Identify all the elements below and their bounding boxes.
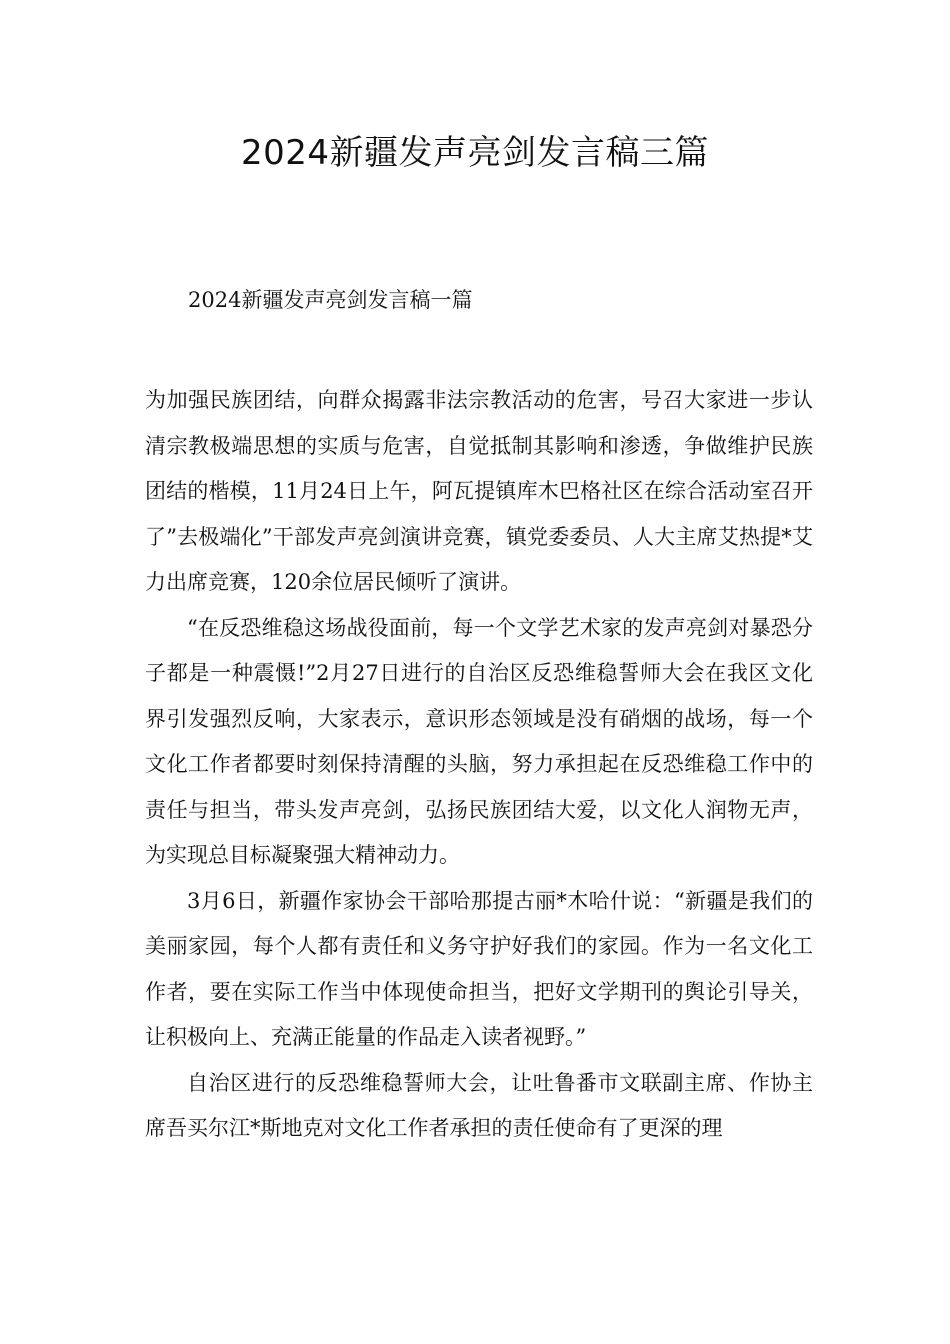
document-body — [145, 378, 813, 1152]
section-subtitle: 2024新疆发声亮剑发言稿一篇 — [188, 288, 473, 312]
paragraph-2: “在反恐维稳这场战役面前，每一个文学艺术家的发声亮剑对暴恐分子都是一种震慑!”2月27日进行的自治区反恐维稳誓师大会在我区文化界引发强烈反响，大家表示，意识形态领域是没有硝烟的战场，每一个文化工作者都要时刻保持清醒的头脑，努力承担起在反恐维稳工作中的责任与担当，带头发声亮剑，弘扬民族团结大爱，以文化人润物无声，为实现总目标凝聚强大精神动力。 — [145, 615, 813, 867]
paragraph-4: 自治区进行的反恐维稳誓师大会，让吐鲁番市文联副主席、作协主席吾买尔江*斯地克对文化工作者承担的责任使命有了更深的理 — [145, 1070, 813, 1140]
paragraph-3: 3月6日，新疆作家协会干部哈那提古丽*木哈什说：“新疆是我们的美丽家园，每个人都有责任和义务守护好我们的家园。作为一名文化工作者，要在实际工作当中体现使命担当，把好文学期刊的舆论引导关，让积极向上、充满正能量的作品走入读者视野。” — [145, 888, 813, 1049]
document-title: 2024新疆发声亮剑发言稿三篇 — [240, 133, 710, 173]
paragraph-1: 为加强民族团结，向群众揭露非法宗教活动的危害，号召大家进一步认清宗教极端思想的实质与危害，自觉抵制其影响和渗透，争做维护民族团结的楷模，11月24日上午，阿瓦提镇库木巴格社区在综合活动室召开了”去极端化”干部发声亮剑演讲竞赛，镇党委委员、人大主席艾热提*艾力出席竞赛，120余位居民倾听了演讲。 — [145, 388, 813, 594]
